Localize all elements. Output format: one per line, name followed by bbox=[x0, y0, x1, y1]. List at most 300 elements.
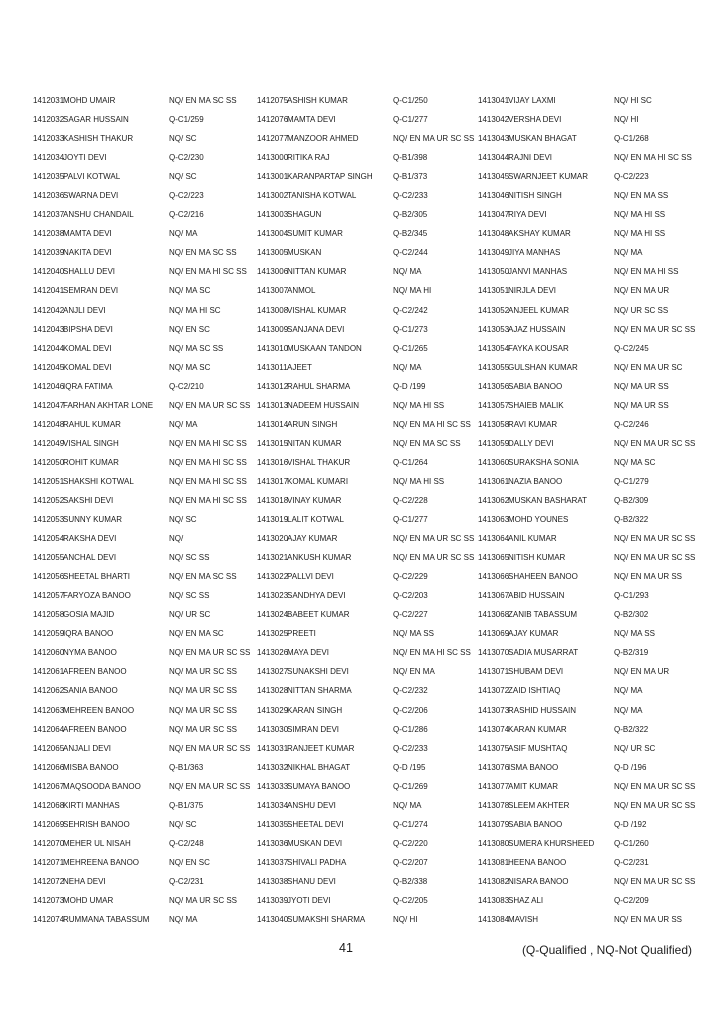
table-row bbox=[478, 591, 702, 610]
table-row bbox=[257, 801, 478, 820]
table-row bbox=[33, 839, 257, 858]
roll-number: 1413024 bbox=[257, 610, 289, 620]
roll-number: 1412059 bbox=[33, 629, 65, 639]
result-code: NQ/ EN MA UR SC SS bbox=[614, 553, 696, 563]
roll-number: 1412056 bbox=[33, 572, 65, 582]
table-row bbox=[478, 439, 702, 458]
result-code: Q-C1/293 bbox=[614, 591, 649, 601]
candidate-name: AMIT KUMAR bbox=[508, 781, 559, 791]
roll-number: 1413053 bbox=[478, 324, 510, 334]
roll-number: 1413006 bbox=[257, 267, 289, 277]
roll-number: 1412032 bbox=[33, 115, 65, 125]
roll-number: 1413068 bbox=[478, 610, 510, 620]
candidate-name: RAHUL KUMAR bbox=[63, 419, 121, 429]
candidate-name: SHAKSHI KOTWAL bbox=[63, 476, 134, 486]
candidate-name: SUMIT KUMAR bbox=[287, 229, 343, 239]
candidate-name: VINAY KUMAR bbox=[287, 495, 342, 505]
table-row bbox=[478, 915, 702, 934]
result-code: Q-C2/229 bbox=[393, 572, 428, 582]
candidate-name: ISMA BANOO bbox=[508, 762, 559, 772]
table-row bbox=[257, 877, 478, 896]
candidate-name: SABIA BANOO bbox=[508, 381, 563, 391]
result-code: NQ/ EN MA UR bbox=[614, 667, 670, 677]
candidate-name: RAJNI DEVI bbox=[508, 153, 553, 163]
roll-number: 1413062 bbox=[478, 495, 510, 505]
table-row bbox=[257, 553, 478, 572]
result-code: NQ/ UR SC bbox=[614, 743, 656, 753]
candidate-name: SUMAKSHI SHARMA bbox=[287, 915, 366, 925]
roll-number: 1412035 bbox=[33, 172, 65, 182]
table-row bbox=[257, 267, 478, 286]
candidate-name: NAZIA BANOO bbox=[508, 476, 563, 486]
qualification-legend: (Q-Qualified , NQ-Not Qualified) bbox=[521, 943, 692, 957]
roll-number: 1413052 bbox=[478, 305, 510, 315]
table-row bbox=[33, 229, 257, 248]
candidate-name: ANSHU CHANDAIL bbox=[63, 210, 134, 220]
roll-number: 1413016 bbox=[257, 457, 289, 467]
candidate-name: PALVI KOTWAL bbox=[63, 172, 121, 182]
table-row bbox=[478, 572, 702, 591]
roll-number: 1412054 bbox=[33, 534, 65, 544]
candidate-name: NITISH SINGH bbox=[508, 191, 562, 201]
table-row bbox=[33, 763, 257, 782]
result-code: NQ/ EN MA UR SC bbox=[614, 362, 683, 372]
result-code: NQ/ UR SC bbox=[169, 610, 211, 620]
roll-number: 1412050 bbox=[33, 457, 65, 467]
roll-number: 1412060 bbox=[33, 648, 65, 658]
table-row bbox=[257, 458, 478, 477]
candidate-name: GOSIA MAJID bbox=[63, 610, 115, 620]
roll-number: 1412036 bbox=[33, 191, 65, 201]
candidate-name: IQRA BANOO bbox=[63, 629, 114, 639]
roll-number: 1413073 bbox=[478, 705, 510, 715]
result-code: Q-D /196 bbox=[614, 762, 647, 772]
roll-number: 1413063 bbox=[478, 515, 510, 525]
table-row bbox=[33, 458, 257, 477]
roll-number: 1412067 bbox=[33, 781, 65, 791]
result-code: NQ/ EN MA SC SS bbox=[393, 438, 461, 448]
table-row bbox=[257, 134, 478, 153]
table-row bbox=[478, 667, 702, 686]
table-row bbox=[257, 248, 478, 267]
result-code: Q-C2/227 bbox=[393, 610, 428, 620]
roll-number: 1412042 bbox=[33, 305, 65, 315]
table-row bbox=[257, 439, 478, 458]
result-code: Q-C2/223 bbox=[169, 191, 204, 201]
table-row bbox=[257, 896, 478, 915]
candidate-name: DALLY DEVI bbox=[508, 438, 554, 448]
roll-number: 1413012 bbox=[257, 381, 289, 391]
roll-number: 1413067 bbox=[478, 591, 510, 601]
table-row bbox=[33, 553, 257, 572]
table-row bbox=[257, 229, 478, 248]
candidate-name: AJAY KUMAR bbox=[508, 629, 559, 639]
table-row bbox=[33, 267, 257, 286]
table-row bbox=[257, 382, 478, 401]
table-row bbox=[478, 839, 702, 858]
result-code: Q-B1/363 bbox=[169, 762, 204, 772]
result-code: NQ/ MA SC bbox=[169, 362, 211, 372]
table-row bbox=[33, 782, 257, 801]
roll-number: 1413013 bbox=[257, 400, 289, 410]
candidate-name: MEHREENA BANOO bbox=[63, 857, 140, 867]
result-code: Q-C1/268 bbox=[614, 134, 649, 144]
table-row bbox=[478, 629, 702, 648]
candidate-name: ZANIB TABASSUM bbox=[508, 610, 578, 620]
roll-number: 1413002 bbox=[257, 191, 289, 201]
table-row bbox=[33, 115, 257, 134]
result-code: Q-C2/207 bbox=[393, 857, 428, 867]
result-code: NQ/ EN MA SS bbox=[614, 191, 669, 201]
result-code: NQ/ MA HI SS bbox=[614, 229, 666, 239]
candidate-name: HEENA BANOO bbox=[508, 857, 567, 867]
roll-number: 1413041 bbox=[478, 96, 510, 105]
table-row bbox=[478, 96, 702, 115]
roll-number: 1413015 bbox=[257, 438, 289, 448]
table-row bbox=[478, 153, 702, 172]
results-column-3 bbox=[478, 96, 702, 934]
roll-number: 1412051 bbox=[33, 476, 65, 486]
candidate-name: ANKUSH KUMAR bbox=[287, 553, 352, 563]
table-row bbox=[478, 877, 702, 896]
candidate-name: SHAHEEN BANOO bbox=[508, 572, 578, 582]
table-row bbox=[257, 763, 478, 782]
result-code: Q-B2/319 bbox=[614, 648, 649, 658]
table-row bbox=[33, 248, 257, 267]
table-row bbox=[257, 610, 478, 629]
table-row bbox=[33, 515, 257, 534]
table-row bbox=[257, 686, 478, 705]
candidate-name: JOYTI DEVI bbox=[63, 153, 107, 163]
table-row bbox=[478, 858, 702, 877]
table-row bbox=[257, 820, 478, 839]
result-code: NQ/ SC SS bbox=[169, 553, 210, 563]
roll-number: 1413021 bbox=[257, 553, 289, 563]
roll-number: 1412058 bbox=[33, 610, 65, 620]
result-code: NQ/ MA SS bbox=[393, 629, 434, 639]
roll-number: 1412073 bbox=[33, 895, 65, 905]
candidate-name: VISHAL THAKUR bbox=[287, 457, 351, 467]
roll-number: 1413033 bbox=[257, 781, 289, 791]
result-code: NQ/ SC bbox=[169, 819, 197, 829]
roll-number: 1413030 bbox=[257, 724, 289, 734]
candidate-name: SWARNJEET KUMAR bbox=[508, 172, 589, 182]
roll-number: 1412053 bbox=[33, 515, 65, 525]
result-code: Q-B2/305 bbox=[393, 210, 428, 220]
result-code: NQ/ MA SC bbox=[169, 286, 211, 296]
candidate-name: MAMTA DEVI bbox=[287, 115, 336, 125]
candidate-name: RIYA DEVI bbox=[508, 210, 547, 220]
table-row bbox=[257, 667, 478, 686]
table-row bbox=[257, 725, 478, 744]
roll-number: 1413054 bbox=[478, 343, 510, 353]
candidate-name: PALLVI DEVI bbox=[287, 572, 334, 582]
result-code: NQ/ EN MA UR SC SS bbox=[169, 648, 251, 658]
roll-number: 1413075 bbox=[478, 743, 510, 753]
result-code: NQ/ SC SS bbox=[169, 591, 210, 601]
table-row bbox=[257, 210, 478, 229]
candidate-name: KOMAL KUMARI bbox=[287, 476, 349, 486]
table-row bbox=[478, 477, 702, 496]
roll-number: 1413039 bbox=[257, 895, 289, 905]
candidate-name: RUMMANA TABASSUM bbox=[63, 915, 150, 925]
roll-number: 1413007 bbox=[257, 286, 289, 296]
roll-number: 1413000 bbox=[257, 153, 289, 163]
table-row bbox=[478, 896, 702, 915]
result-code: Q-C1/277 bbox=[393, 115, 428, 125]
candidate-name: AFREEN BANOO bbox=[63, 667, 127, 677]
roll-number: 1412072 bbox=[33, 876, 65, 886]
table-row bbox=[478, 248, 702, 267]
roll-number: 1413066 bbox=[478, 572, 510, 582]
roll-number: 1413082 bbox=[478, 876, 510, 886]
candidate-name: ARUN SINGH bbox=[287, 419, 338, 429]
result-code: Q-C1/250 bbox=[393, 96, 428, 105]
result-code: Q-C2/230 bbox=[169, 153, 204, 163]
candidate-name: KIRTI MANHAS bbox=[63, 800, 120, 810]
roll-number: 1412076 bbox=[257, 115, 289, 125]
candidate-name: NEHA DEVI bbox=[63, 876, 106, 886]
roll-number: 1413028 bbox=[257, 686, 289, 696]
candidate-name: AJEET bbox=[287, 362, 312, 372]
table-row bbox=[33, 591, 257, 610]
roll-number: 1412070 bbox=[33, 838, 65, 848]
result-code: Q-C1/264 bbox=[393, 457, 428, 467]
table-row bbox=[257, 744, 478, 763]
results-column-2 bbox=[257, 96, 478, 934]
result-code: NQ/ MA SC bbox=[614, 457, 656, 467]
table-row bbox=[257, 572, 478, 591]
roll-number: 1412065 bbox=[33, 743, 65, 753]
result-code: NQ/ EN MA UR SC SS bbox=[393, 534, 475, 544]
candidate-name: RANJEET KUMAR bbox=[287, 743, 355, 753]
result-code: NQ/ SC bbox=[169, 134, 197, 144]
table-row bbox=[478, 134, 702, 153]
roll-number: 1412048 bbox=[33, 419, 65, 429]
candidate-name: IQRA FATIMA bbox=[63, 381, 113, 391]
candidate-name: ASIF MUSHTAQ bbox=[508, 743, 568, 753]
result-code: Q-C2/231 bbox=[169, 876, 204, 886]
result-code: NQ/ MA bbox=[393, 800, 422, 810]
roll-number: 1413065 bbox=[478, 553, 510, 563]
roll-number: 1412038 bbox=[33, 229, 65, 239]
candidate-name: RAKSHA DEVI bbox=[63, 534, 117, 544]
roll-number: 1413051 bbox=[478, 286, 510, 296]
candidate-name: MAQSOODA BANOO bbox=[63, 781, 141, 791]
result-code: Q-D /199 bbox=[393, 381, 426, 391]
result-code: Q-C1/260 bbox=[614, 838, 649, 848]
roll-number: 1413077 bbox=[478, 781, 510, 791]
result-code: NQ/ EN MA HI SS bbox=[614, 267, 679, 277]
roll-number: 1412064 bbox=[33, 724, 65, 734]
candidate-name: KARANPARTAP SINGH bbox=[287, 172, 373, 182]
candidate-name: AJAY KUMAR bbox=[287, 534, 338, 544]
result-code: NQ/ EN MA UR SC SS bbox=[169, 743, 251, 753]
roll-number: 1413029 bbox=[257, 705, 289, 715]
candidate-name: MAMTA DEVI bbox=[63, 229, 112, 239]
result-code: NQ/ EN MA UR SC SS bbox=[614, 781, 696, 791]
candidate-name: KOMAL DEVI bbox=[63, 362, 112, 372]
result-code: NQ/ EN MA HI SC SS bbox=[393, 419, 471, 429]
result-code: Q-C1/259 bbox=[169, 115, 204, 125]
roll-number: 1413023 bbox=[257, 591, 289, 601]
result-code: NQ/ SC bbox=[169, 172, 197, 182]
result-code: NQ/ EN MA UR SC SS bbox=[393, 134, 475, 144]
roll-number: 1412066 bbox=[33, 762, 65, 772]
candidate-name: AKSHAY KUMAR bbox=[508, 229, 571, 239]
roll-number: 1412074 bbox=[33, 915, 65, 925]
roll-number: 1413036 bbox=[257, 838, 289, 848]
candidate-name: SANIA BANOO bbox=[63, 686, 118, 696]
result-code: Q-C2/203 bbox=[393, 591, 428, 601]
roll-number: 1413009 bbox=[257, 324, 289, 334]
table-row bbox=[478, 115, 702, 134]
table-row bbox=[257, 534, 478, 553]
table-row bbox=[478, 172, 702, 191]
roll-number: 1413046 bbox=[478, 191, 510, 201]
result-code: Q-C2/223 bbox=[614, 172, 649, 182]
candidate-name: NISARA BANOO bbox=[508, 876, 569, 886]
result-code: NQ/ EN MA HI SC SS bbox=[393, 648, 471, 658]
roll-number: 1413064 bbox=[478, 534, 510, 544]
candidate-name: MANZOOR AHMED bbox=[287, 134, 359, 144]
candidate-name: TANISHA KOTWAL bbox=[287, 191, 357, 201]
candidate-name: JYOTI DEVI bbox=[287, 895, 331, 905]
candidate-name: NAKITA DEVI bbox=[63, 248, 112, 258]
table-row bbox=[478, 686, 702, 705]
roll-number: 1413008 bbox=[257, 305, 289, 315]
roll-number: 1412039 bbox=[33, 248, 65, 258]
candidate-name: ABID HUSSAIN bbox=[508, 591, 565, 601]
result-code: NQ/ MA bbox=[614, 248, 643, 258]
candidate-name: SHAZ ALI bbox=[508, 895, 544, 905]
roll-number: 1413083 bbox=[478, 895, 510, 905]
result-code: NQ/ EN MA SC SS bbox=[169, 248, 237, 258]
table-row bbox=[478, 706, 702, 725]
roll-number: 1412037 bbox=[33, 210, 65, 220]
result-code: NQ/ EN SC bbox=[169, 324, 210, 334]
result-code: NQ/ EN MA HI SC SS bbox=[614, 153, 692, 163]
candidate-name: RASHID HUSSAIN bbox=[508, 705, 577, 715]
result-code: Q-C2/233 bbox=[393, 743, 428, 753]
result-code: NQ/ MA HI SS bbox=[393, 400, 445, 410]
result-code: Q-C2/216 bbox=[169, 210, 204, 220]
result-code: NQ/ MA bbox=[393, 267, 422, 277]
result-code: NQ/ MA UR SS bbox=[614, 381, 669, 391]
table-row bbox=[33, 744, 257, 763]
roll-number: 1412041 bbox=[33, 286, 65, 296]
candidate-name: SLEEM AKHTER bbox=[508, 800, 570, 810]
table-row bbox=[478, 267, 702, 286]
candidate-name: MEHREEN BANOO bbox=[63, 705, 135, 715]
table-row bbox=[257, 706, 478, 725]
result-code: NQ/ MA UR SC SS bbox=[169, 724, 238, 734]
table-row bbox=[257, 839, 478, 858]
result-code: NQ/ MA HI bbox=[393, 286, 432, 296]
result-code: NQ/ EN MA SC bbox=[169, 629, 224, 639]
roll-number: 1413003 bbox=[257, 210, 289, 220]
candidate-name: NITTAN SHARMA bbox=[287, 686, 352, 696]
candidate-name: NYMA BANOO bbox=[63, 648, 117, 658]
candidate-name: SEHRISH BANOO bbox=[63, 819, 130, 829]
candidate-name: SUMERA KHURSHEED bbox=[508, 838, 595, 848]
candidate-name: NITAN KUMAR bbox=[287, 438, 342, 448]
table-row bbox=[257, 96, 478, 115]
roll-number: 1412031 bbox=[33, 96, 65, 105]
table-row bbox=[33, 191, 257, 210]
candidate-name: BABEET KUMAR bbox=[287, 610, 350, 620]
roll-number: 1413072 bbox=[478, 686, 510, 696]
result-code: Q-C1/273 bbox=[393, 324, 428, 334]
candidate-name: FARYOZA BANOO bbox=[63, 591, 131, 601]
results-column-1 bbox=[33, 96, 257, 934]
result-code: Q-C1/279 bbox=[614, 476, 649, 486]
table-row bbox=[257, 363, 478, 382]
candidate-name: ROHIT KUMAR bbox=[63, 457, 119, 467]
result-code: NQ/ EN MA SC SS bbox=[169, 96, 237, 105]
roll-number: 1413080 bbox=[478, 838, 510, 848]
table-row bbox=[257, 648, 478, 667]
roll-number: 1413022 bbox=[257, 572, 289, 582]
roll-number: 1413071 bbox=[478, 667, 510, 677]
candidate-name: VISHAL KUMAR bbox=[287, 305, 347, 315]
result-code: Q-C2/205 bbox=[393, 895, 428, 905]
table-row bbox=[33, 439, 257, 458]
table-row bbox=[478, 515, 702, 534]
candidate-name: VISHAL SINGH bbox=[63, 438, 119, 448]
table-row bbox=[478, 553, 702, 572]
candidate-name: SHANU DEVI bbox=[287, 876, 336, 886]
result-code: NQ/ bbox=[169, 534, 184, 544]
result-code: NQ/ MA SC SS bbox=[169, 343, 224, 353]
roll-number: 1413038 bbox=[257, 876, 289, 886]
candidate-name: AJAZ HUSSAIN bbox=[508, 324, 566, 334]
roll-number: 1413079 bbox=[478, 819, 510, 829]
roll-number: 1413081 bbox=[478, 857, 510, 867]
table-row bbox=[33, 610, 257, 629]
table-row bbox=[33, 877, 257, 896]
roll-number: 1412047 bbox=[33, 400, 65, 410]
roll-number: 1413084 bbox=[478, 915, 510, 925]
roll-number: 1413031 bbox=[257, 743, 289, 753]
candidate-name: NIRJLA DEVI bbox=[508, 286, 557, 296]
table-row bbox=[33, 306, 257, 325]
roll-number: 1413074 bbox=[478, 724, 510, 734]
roll-number: 1413069 bbox=[478, 629, 510, 639]
table-row bbox=[33, 134, 257, 153]
roll-number: 1413059 bbox=[478, 438, 510, 448]
candidate-name: MISBA BANOO bbox=[63, 762, 119, 772]
result-code: NQ/ MA bbox=[169, 915, 198, 925]
table-row bbox=[33, 725, 257, 744]
result-code: Q-C1/269 bbox=[393, 781, 428, 791]
candidate-name: SHALLU DEVI bbox=[63, 267, 116, 277]
roll-number: 1412063 bbox=[33, 705, 65, 715]
result-code: NQ/ EN MA HI SC SS bbox=[169, 438, 247, 448]
table-row bbox=[257, 496, 478, 515]
candidate-name: SABIA BANOO bbox=[508, 819, 563, 829]
result-code: Q-B2/322 bbox=[614, 724, 649, 734]
table-row bbox=[478, 496, 702, 515]
roll-number: 1412034 bbox=[33, 153, 65, 163]
candidate-name: SHAGUN bbox=[287, 210, 322, 220]
result-code: NQ/ EN MA UR SC SS bbox=[614, 800, 696, 810]
candidate-name: SAGAR HUSSAIN bbox=[63, 115, 129, 125]
candidate-name: SHIVALI PADHA bbox=[287, 857, 347, 867]
result-code: Q-C2/242 bbox=[393, 305, 428, 315]
roll-number: 1413055 bbox=[478, 362, 510, 372]
roll-number: 1413078 bbox=[478, 800, 510, 810]
